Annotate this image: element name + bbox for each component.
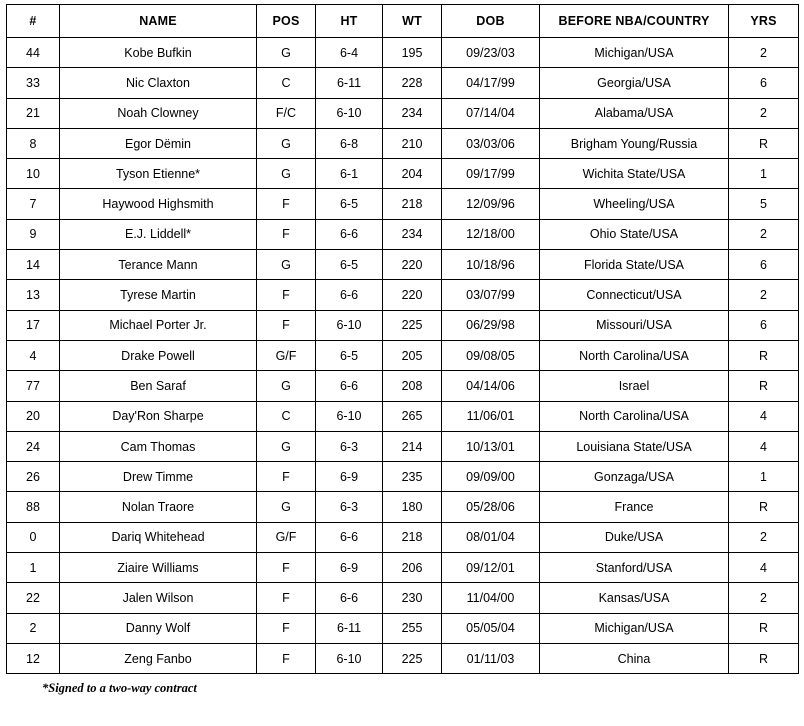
cell-ht: 6-8 [316, 128, 383, 158]
cell-pos: F [257, 553, 316, 583]
table-row [7, 340, 799, 370]
cell-number: 21 [7, 98, 60, 128]
cell-name: Ziaire Williams [60, 553, 257, 583]
cell-wt: 218 [383, 189, 442, 219]
cell-dob: 06/29/98 [442, 310, 540, 340]
table-row [7, 98, 799, 128]
cell-wt: 265 [383, 401, 442, 431]
column-header-name: NAME [60, 5, 257, 38]
roster-table [6, 4, 799, 674]
cell-wt: 230 [383, 583, 442, 613]
cell-pos: F/C [257, 98, 316, 128]
cell-before-nba: Louisiana State/USA [540, 431, 729, 461]
cell-ht: 6-9 [316, 462, 383, 492]
cell-number: 22 [7, 583, 60, 613]
table-row [7, 310, 799, 340]
cell-yrs: R [729, 492, 799, 522]
cell-ht: 6-4 [316, 38, 383, 68]
cell-wt: 218 [383, 522, 442, 552]
cell-name: Dariq Whitehead [60, 522, 257, 552]
cell-number: 33 [7, 68, 60, 98]
cell-before-nba: Kansas/USA [540, 583, 729, 613]
table-row [7, 280, 799, 310]
cell-before-nba: Connecticut/USA [540, 280, 729, 310]
cell-dob: 09/09/00 [442, 462, 540, 492]
cell-yrs: 5 [729, 189, 799, 219]
column-header-dob: DOB [442, 5, 540, 38]
cell-ht: 6-11 [316, 613, 383, 643]
cell-before-nba: Ohio State/USA [540, 219, 729, 249]
cell-name: Cam Thomas [60, 431, 257, 461]
cell-wt: 225 [383, 310, 442, 340]
cell-name: Michael Porter Jr. [60, 310, 257, 340]
cell-number: 9 [7, 219, 60, 249]
cell-ht: 6-10 [316, 310, 383, 340]
cell-dob: 09/17/99 [442, 159, 540, 189]
cell-dob: 11/06/01 [442, 401, 540, 431]
cell-yrs: 2 [729, 219, 799, 249]
cell-yrs: 4 [729, 553, 799, 583]
cell-wt: 220 [383, 280, 442, 310]
column-header-before-nba: BEFORE NBA/COUNTRY [540, 5, 729, 38]
column-header-pos: POS [257, 5, 316, 38]
cell-number: 14 [7, 250, 60, 280]
cell-ht: 6-10 [316, 643, 383, 673]
cell-yrs: 2 [729, 522, 799, 552]
column-header-yrs: YRS [729, 5, 799, 38]
cell-yrs: R [729, 340, 799, 370]
cell-pos: G [257, 159, 316, 189]
cell-before-nba: Duke/USA [540, 522, 729, 552]
cell-number: 44 [7, 38, 60, 68]
footnote: *Signed to a two-way contract [42, 681, 197, 696]
cell-ht: 6-3 [316, 492, 383, 522]
cell-dob: 10/18/96 [442, 250, 540, 280]
cell-wt: 210 [383, 128, 442, 158]
cell-dob: 09/08/05 [442, 340, 540, 370]
cell-before-nba: Florida State/USA [540, 250, 729, 280]
cell-ht: 6-10 [316, 98, 383, 128]
cell-ht: 6-6 [316, 522, 383, 552]
header-row [7, 5, 799, 38]
cell-number: 12 [7, 643, 60, 673]
cell-pos: F [257, 613, 316, 643]
cell-wt: 206 [383, 553, 442, 583]
cell-yrs: R [729, 371, 799, 401]
cell-pos: F [257, 219, 316, 249]
table-row [7, 68, 799, 98]
cell-yrs: R [729, 643, 799, 673]
cell-ht: 6-3 [316, 431, 383, 461]
cell-wt: 235 [383, 462, 442, 492]
cell-yrs: 4 [729, 431, 799, 461]
cell-number: 20 [7, 401, 60, 431]
cell-pos: G [257, 431, 316, 461]
cell-before-nba: Georgia/USA [540, 68, 729, 98]
cell-wt: 228 [383, 68, 442, 98]
cell-name: Drake Powell [60, 340, 257, 370]
table-header [7, 5, 799, 38]
cell-before-nba: Gonzaga/USA [540, 462, 729, 492]
cell-yrs: 2 [729, 583, 799, 613]
table-row [7, 250, 799, 280]
column-header-wt: WT [383, 5, 442, 38]
cell-name: Ben Saraf [60, 371, 257, 401]
cell-pos: G [257, 250, 316, 280]
cell-before-nba: Wichita State/USA [540, 159, 729, 189]
cell-ht: 6-5 [316, 250, 383, 280]
table-row [7, 219, 799, 249]
cell-number: 10 [7, 159, 60, 189]
cell-dob: 12/09/96 [442, 189, 540, 219]
cell-number: 26 [7, 462, 60, 492]
cell-before-nba: Alabama/USA [540, 98, 729, 128]
cell-yrs: 4 [729, 401, 799, 431]
table-row [7, 553, 799, 583]
table-row [7, 583, 799, 613]
cell-yrs: R [729, 613, 799, 643]
cell-name: Nolan Traore [60, 492, 257, 522]
cell-number: 88 [7, 492, 60, 522]
cell-ht: 6-6 [316, 219, 383, 249]
cell-dob: 08/01/04 [442, 522, 540, 552]
cell-name: Tyson Etienne* [60, 159, 257, 189]
cell-number: 24 [7, 431, 60, 461]
table-row [7, 431, 799, 461]
cell-before-nba: Michigan/USA [540, 38, 729, 68]
cell-before-nba: Israel [540, 371, 729, 401]
cell-ht: 6-1 [316, 159, 383, 189]
cell-yrs: R [729, 128, 799, 158]
cell-number: 2 [7, 613, 60, 643]
cell-wt: 208 [383, 371, 442, 401]
cell-number: 77 [7, 371, 60, 401]
cell-dob: 04/17/99 [442, 68, 540, 98]
cell-dob: 03/07/99 [442, 280, 540, 310]
cell-wt: 204 [383, 159, 442, 189]
cell-number: 0 [7, 522, 60, 552]
table-row [7, 159, 799, 189]
cell-wt: 220 [383, 250, 442, 280]
cell-name: Drew Timme [60, 462, 257, 492]
cell-pos: F [257, 189, 316, 219]
cell-name: Tyrese Martin [60, 280, 257, 310]
table-row [7, 189, 799, 219]
cell-yrs: 2 [729, 280, 799, 310]
cell-before-nba: Missouri/USA [540, 310, 729, 340]
cell-number: 17 [7, 310, 60, 340]
cell-pos: C [257, 401, 316, 431]
cell-wt: 225 [383, 643, 442, 673]
cell-before-nba: Brigham Young/Russia [540, 128, 729, 158]
cell-yrs: 2 [729, 98, 799, 128]
cell-pos: G [257, 371, 316, 401]
cell-wt: 255 [383, 613, 442, 643]
cell-pos: F [257, 280, 316, 310]
cell-wt: 234 [383, 219, 442, 249]
cell-before-nba: Wheeling/USA [540, 189, 729, 219]
cell-yrs: 1 [729, 462, 799, 492]
cell-dob: 05/05/04 [442, 613, 540, 643]
cell-yrs: 6 [729, 310, 799, 340]
cell-pos: F [257, 583, 316, 613]
cell-pos: F [257, 462, 316, 492]
cell-before-nba: Stanford/USA [540, 553, 729, 583]
cell-wt: 205 [383, 340, 442, 370]
cell-pos: G [257, 38, 316, 68]
cell-name: Haywood Highsmith [60, 189, 257, 219]
table-row [7, 613, 799, 643]
cell-pos: G [257, 128, 316, 158]
cell-ht: 6-6 [316, 371, 383, 401]
cell-wt: 195 [383, 38, 442, 68]
cell-name: Day'Ron Sharpe [60, 401, 257, 431]
cell-wt: 180 [383, 492, 442, 522]
cell-name: Nic Claxton [60, 68, 257, 98]
cell-yrs: 2 [729, 38, 799, 68]
cell-number: 4 [7, 340, 60, 370]
cell-ht: 6-5 [316, 340, 383, 370]
cell-name: E.J. Liddell* [60, 219, 257, 249]
cell-name: Zeng Fanbo [60, 643, 257, 673]
table-row [7, 38, 799, 68]
cell-ht: 6-6 [316, 280, 383, 310]
cell-yrs: 1 [729, 159, 799, 189]
cell-before-nba: Michigan/USA [540, 613, 729, 643]
cell-dob: 07/14/04 [442, 98, 540, 128]
cell-wt: 214 [383, 431, 442, 461]
cell-pos: G/F [257, 522, 316, 552]
table-row [7, 522, 799, 552]
column-header-ht: HT [316, 5, 383, 38]
cell-name: Terance Mann [60, 250, 257, 280]
cell-number: 13 [7, 280, 60, 310]
cell-ht: 6-6 [316, 583, 383, 613]
cell-yrs: 6 [729, 250, 799, 280]
cell-dob: 03/03/06 [442, 128, 540, 158]
cell-pos: C [257, 68, 316, 98]
cell-ht: 6-5 [316, 189, 383, 219]
table-row [7, 462, 799, 492]
table-body [7, 38, 799, 674]
table-row [7, 643, 799, 673]
column-header-number: # [7, 5, 60, 38]
cell-dob: 09/12/01 [442, 553, 540, 583]
cell-dob: 09/23/03 [442, 38, 540, 68]
cell-dob: 05/28/06 [442, 492, 540, 522]
cell-number: 8 [7, 128, 60, 158]
cell-name: Egor Dëmin [60, 128, 257, 158]
cell-dob: 12/18/00 [442, 219, 540, 249]
cell-dob: 11/04/00 [442, 583, 540, 613]
cell-name: Danny Wolf [60, 613, 257, 643]
cell-before-nba: China [540, 643, 729, 673]
cell-before-nba: France [540, 492, 729, 522]
cell-pos: F [257, 310, 316, 340]
table-row [7, 371, 799, 401]
cell-pos: F [257, 643, 316, 673]
cell-ht: 6-9 [316, 553, 383, 583]
cell-ht: 6-11 [316, 68, 383, 98]
cell-dob: 01/11/03 [442, 643, 540, 673]
cell-wt: 234 [383, 98, 442, 128]
cell-before-nba: North Carolina/USA [540, 340, 729, 370]
cell-number: 1 [7, 553, 60, 583]
table-row [7, 492, 799, 522]
cell-number: 7 [7, 189, 60, 219]
cell-name: Kobe Bufkin [60, 38, 257, 68]
cell-yrs: 6 [729, 68, 799, 98]
cell-ht: 6-10 [316, 401, 383, 431]
cell-dob: 04/14/06 [442, 371, 540, 401]
cell-name: Noah Clowney [60, 98, 257, 128]
table-row [7, 401, 799, 431]
cell-pos: G/F [257, 340, 316, 370]
cell-before-nba: North Carolina/USA [540, 401, 729, 431]
table-row [7, 128, 799, 158]
cell-dob: 10/13/01 [442, 431, 540, 461]
cell-pos: G [257, 492, 316, 522]
cell-name: Jalen Wilson [60, 583, 257, 613]
